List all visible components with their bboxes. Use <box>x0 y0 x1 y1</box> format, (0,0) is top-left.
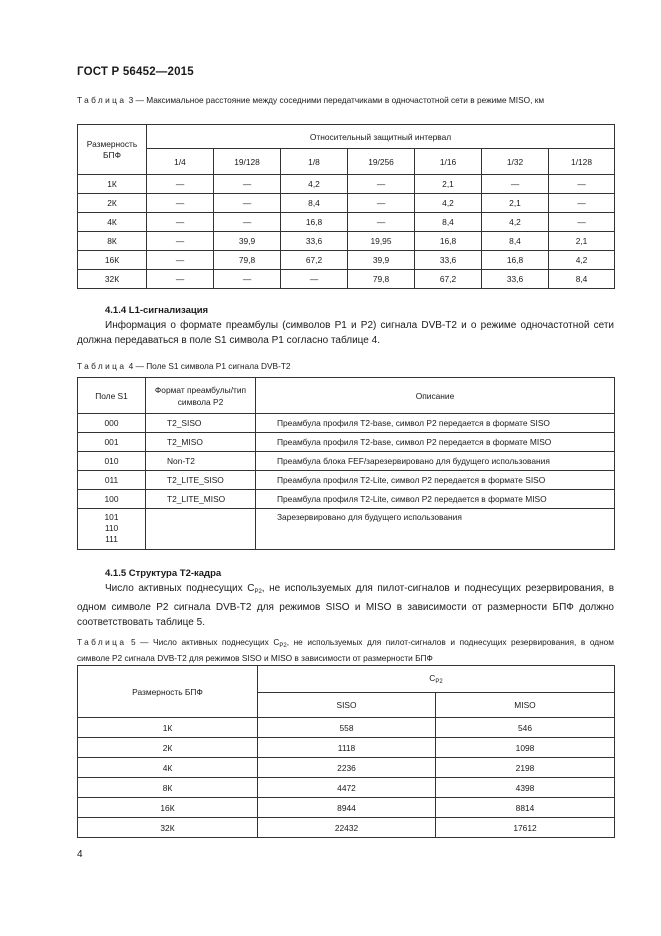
table5-header-fft: Размерность БПФ <box>78 666 258 718</box>
table4-desc: Преамбула профиля T2-base, символ P2 передается в формате SISO <box>256 414 615 433</box>
table-row <box>78 798 615 818</box>
table3-cell: — <box>147 232 214 251</box>
table5-cell: 558 <box>258 718 436 738</box>
table4-header-field: Поле S1 <box>78 378 146 414</box>
table4-desc: Преамбула профиля T2-base, символ P2 передается в формате MISO <box>256 433 615 452</box>
table4-format: Non-T2 <box>146 452 256 471</box>
table4-desc: Преамбула профиля T2-Lite, символ P2 передается в формате MISO <box>256 490 615 509</box>
table5-header-cp2: $C_{P2}$ <box>258 666 615 693</box>
section-415-paragraph: Число активных поднесущих $C_{P2}$, не используемых для пилот-сигналов и поднесущих резервирования, в одном символе P2 сигнала DVB-T2 для режимов SISO и MISO в зависимости от размерности БПФ должно соответствовать таблице 5. <box>77 583 615 628</box>
table3-guard-interval: 19/256 <box>348 149 415 175</box>
table3-cell: 79,8 <box>348 270 415 289</box>
table3-cell: — <box>147 175 214 194</box>
table5-cell: 4472 <box>258 778 436 798</box>
table3-cell: 4,2 <box>482 213 549 232</box>
table-row <box>78 718 615 738</box>
table3-cell: — <box>549 213 615 232</box>
table3-cell: 67,2 <box>281 251 348 270</box>
table3 <box>77 124 615 289</box>
table3-cell: — <box>214 175 281 194</box>
table4-format: T2_SISO <box>146 414 256 433</box>
table3-cell: 79,8 <box>214 251 281 270</box>
table-row <box>78 213 615 232</box>
table5-cell: 1098 <box>436 738 615 758</box>
table3-cell: — <box>147 270 214 289</box>
table3-cell: 4,2 <box>549 251 615 270</box>
section-415-heading: 4.1.5 Структура T2-кадра <box>105 568 222 579</box>
table-row <box>78 452 615 471</box>
table-row <box>78 232 615 251</box>
table4-field: 001 <box>78 433 146 452</box>
table3-cell: 1К <box>78 175 147 194</box>
table4-format: T2_LITE_SISO <box>146 471 256 490</box>
table4-reserved-desc: Зарезервировано для будущего использования <box>256 509 615 550</box>
page-number: 4 <box>77 849 83 860</box>
table3-cell: — <box>348 213 415 232</box>
table4-field: 100 <box>78 490 146 509</box>
table4-desc: Преамбула профиля T2-Lite, символ P2 передается в формате SISO <box>256 471 615 490</box>
table-row <box>78 270 615 289</box>
table5-cell: 8944 <box>258 798 436 818</box>
table5-cell: 8814 <box>436 798 615 818</box>
table4-header-format: Формат преамбулы/тип символа P2 <box>146 378 256 414</box>
document-header: ГОСТ Р 56452—2015 <box>77 66 194 78</box>
table4-format: T2_LITE_MISO <box>146 490 256 509</box>
table3-caption-word: Таблица <box>77 95 127 105</box>
table-row <box>78 509 615 550</box>
table4-field: 000 <box>78 414 146 433</box>
table3-caption-text: — Максимальное расстояние между соседними передатчиками в одночастотной сети в режиме MISO, км <box>135 95 545 105</box>
table3-cell: 8,4 <box>482 232 549 251</box>
table3-cell: 8,4 <box>415 213 482 232</box>
table4-reserved-fields: 101 110 111 <box>78 509 146 550</box>
table5-cell: 1К <box>78 718 258 738</box>
table3-cell: 2,1 <box>482 194 549 213</box>
table5-header-miso: MISO <box>436 693 615 718</box>
table3-header-fft: Размерность БПФ <box>78 125 147 175</box>
table3-cell: 4,2 <box>281 175 348 194</box>
table5-cell: 1118 <box>258 738 436 758</box>
table3-cell: — <box>482 175 549 194</box>
table5-caption: Таблица 5 — Число активных поднесущих $C_{P2}$, не используемых для пилот-сигналов и поднесущих резервирования, в одном символе P2 сигнала DVB-T2 для режимов SISO и MISO в зависимости от размерности БПФ <box>77 637 614 663</box>
table4-caption-num: 4 <box>128 361 134 371</box>
table3-cell: — <box>214 213 281 232</box>
table3-guard-interval: 19/128 <box>214 149 281 175</box>
table3-guard-interval: 1/16 <box>415 149 482 175</box>
table3-cell: 2,1 <box>549 232 615 251</box>
table3-cell: — <box>214 270 281 289</box>
table4-field: 011 <box>78 471 146 490</box>
table3-cell: 16,8 <box>415 232 482 251</box>
table3-cell: — <box>348 194 415 213</box>
table3-cell: — <box>147 251 214 270</box>
table3-cell: 8,4 <box>549 270 615 289</box>
table4-caption <box>77 361 614 373</box>
table-row <box>78 194 615 213</box>
table3-cell: 39,9 <box>214 232 281 251</box>
table3-cell: — <box>348 175 415 194</box>
table3-cell: 19,95 <box>348 232 415 251</box>
table5 <box>77 665 615 838</box>
table5-cell: 32К <box>78 818 258 838</box>
table4-format: T2_MISO <box>146 433 256 452</box>
table4-desc: Преамбула блока FEF/зарезервировано для будущего использования <box>256 452 615 471</box>
table3-guard-interval: 1/128 <box>549 149 615 175</box>
table-row <box>78 758 615 778</box>
table3-cell: 8К <box>78 232 147 251</box>
table4-header-desc: Описание <box>256 378 615 414</box>
table3-header-guard: Относительный защитный интервал <box>147 125 615 149</box>
table3-cell: 2,1 <box>415 175 482 194</box>
table5-cell: 16К <box>78 798 258 818</box>
table-row <box>78 251 615 270</box>
table3-cell: 39,9 <box>348 251 415 270</box>
table-row <box>78 175 615 194</box>
table3-cell: — <box>147 194 214 213</box>
table5-cell: 8К <box>78 778 258 798</box>
table-row <box>78 778 615 798</box>
table3-guard-interval: 1/32 <box>482 149 549 175</box>
table-row <box>78 414 615 433</box>
table3-cell: — <box>281 270 348 289</box>
table4-caption-word: Таблица <box>77 361 127 371</box>
section-414-heading: 4.1.4 L1-сигнализация <box>105 305 209 316</box>
table3-guard-interval: 1/4 <box>147 149 214 175</box>
table3-cell: 32К <box>78 270 147 289</box>
table3-cell: 67,2 <box>415 270 482 289</box>
table3-cell: — <box>147 213 214 232</box>
table5-cell: 2236 <box>258 758 436 778</box>
table3-cell: 33,6 <box>415 251 482 270</box>
table-row <box>78 471 615 490</box>
section-414-paragraph: Информация о формате преамбулы (символов P1 и P2) сигнала DVB-T2 и о режиме одночастотной сети должна передаваться в поле S1 символа P1 согласно таблице 4. <box>77 320 614 346</box>
table5-cell: 4398 <box>436 778 615 798</box>
table3-guard-interval: 1/8 <box>281 149 348 175</box>
table4-caption-text: — Поле S1 символа P1 сигнала DVB-T2 <box>135 361 291 371</box>
table3-cell: 2К <box>78 194 147 213</box>
table-row <box>78 490 615 509</box>
table-row <box>78 738 615 758</box>
table4-reserved-format <box>146 509 256 550</box>
table5-cell: 2К <box>78 738 258 758</box>
table5-cell: 4К <box>78 758 258 778</box>
table4-field: 010 <box>78 452 146 471</box>
table3-cell: 4К <box>78 213 147 232</box>
table3-cell: 33,6 <box>281 232 348 251</box>
table3-caption <box>77 95 614 107</box>
table5-cell: 17612 <box>436 818 615 838</box>
table5-cell: 2198 <box>436 758 615 778</box>
table3-cell: — <box>214 194 281 213</box>
table-row <box>78 818 615 838</box>
table3-cell: — <box>549 194 615 213</box>
table5-cell: 546 <box>436 718 615 738</box>
table3-guard-row <box>78 149 615 175</box>
table3-cell: 8,4 <box>281 194 348 213</box>
table3-cell: 4,2 <box>415 194 482 213</box>
table3-cell: 16,8 <box>281 213 348 232</box>
table3-caption-num: 3 <box>128 95 134 105</box>
table5-header-siso: SISO <box>258 693 436 718</box>
table-row <box>78 433 615 452</box>
table3-cell: 16К <box>78 251 147 270</box>
table3-cell: 33,6 <box>482 270 549 289</box>
table3-cell: 16,8 <box>482 251 549 270</box>
table3-cell: — <box>549 175 615 194</box>
table4 <box>77 377 615 550</box>
table5-cell: 22432 <box>258 818 436 838</box>
